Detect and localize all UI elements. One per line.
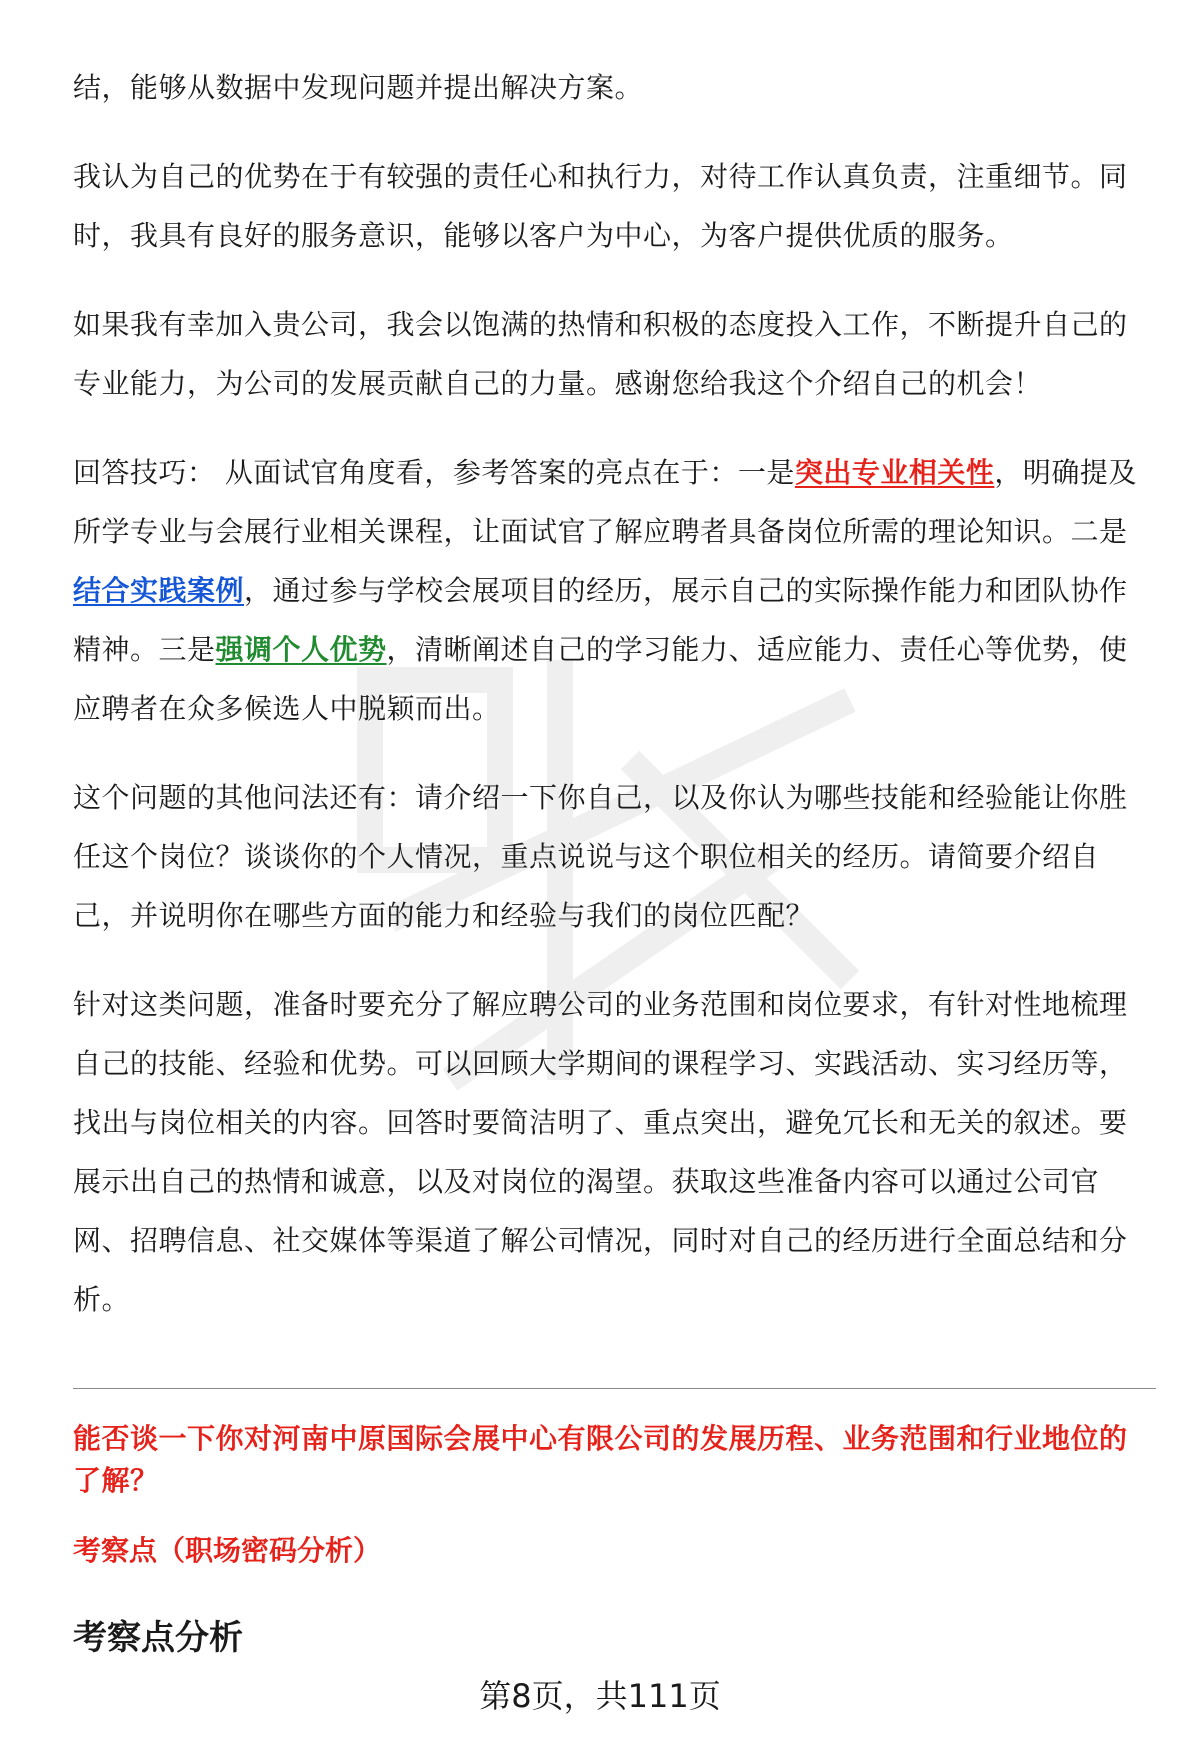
paragraph-intro-end: 结，能够从数据中发现问题并提出解决方案。 <box>73 71 644 104</box>
section-divider <box>73 1388 1156 1389</box>
highlight-professional-relevance: 突出专业相关性 <box>794 456 995 489</box>
paragraph-strengths: 我认为自己的优势在于有较强的责任心和执行力，对待工作认真负责，注重细节。同时，我具有良好的服务意识，能够以客户为中心，为客户提供优质的服务。 <box>73 160 1128 252</box>
highlight-personal-strengths: 强调个人优势 <box>215 633 387 666</box>
paragraph-closing: 如果我有幸加入贵公司，我会以饱满的热情和积极的态度投入工作，不断提升自己的专业能力，为公司的发展贡献自己的力量。感谢您给我这个介绍自己的机会！ <box>73 308 1128 400</box>
paragraph-preparation-advice: 针对这类问题，准备时要充分了解应聘公司的业务范围和岗位要求，有针对性地梳理自己的技能、经验和优势。可以回顾大学期间的课程学习、实践活动、实习经历等，找出与岗位相关的内容。回答时要简洁明了、重点突出，避免冗长和无关的叙述。要展示出自己的热情和诚意，以及对岗位的渴望。获取这些准备内容可以通过公司官网、招聘信息、社交媒体等渠道了解公司情况，同时对自己的经历进行全面总结和分析。 <box>73 988 1128 1316</box>
tips-text-4: ，清晰阐述自己的学习能力、适应能力、责任心等优势，使应聘者在众多候选人中脱颖而出。 <box>73 633 1128 725</box>
document-body <box>73 58 1155 1359</box>
paragraph-alternative-questions: 这个问题的其他问法还有：请介绍一下你自己，以及你认为哪些技能和经验能让你胜任这个岗位？谈谈你的个人情况，重点说说与这个职位相关的经历。请简要介绍自己，并说明你在哪些方面的能力和经验与我们的岗位匹配？ <box>73 781 1128 932</box>
paragraph-answer-tips <box>73 443 1155 738</box>
page-number-footer: 第8页，共111页 <box>479 1677 721 1715</box>
highlight-practice-cases: 结合实践案例 <box>73 574 245 607</box>
tips-text-2: ，明确提及所学专业与会展行业相关课程，让面试官了解应聘者具备岗位所需的理论知识。二是 <box>73 456 1137 548</box>
assessment-point-label: 考察点（职场密码分析） <box>73 1534 382 1567</box>
tips-text-1: 回答技巧： 从面试官角度看，参考答案的亮点在于：一是 <box>73 456 795 489</box>
question-heading: 能否谈一下你对河南中原国际会展中心有限公司的发展历程、业务范围和行业地位的了解？ <box>73 1422 1128 1497</box>
tips-text-3: ，通过参与学校会展项目的经历，展示自己的实际操作能力和团队协作精神。三是 <box>73 574 1128 666</box>
section-title: 考察点分析 <box>73 1618 243 1658</box>
